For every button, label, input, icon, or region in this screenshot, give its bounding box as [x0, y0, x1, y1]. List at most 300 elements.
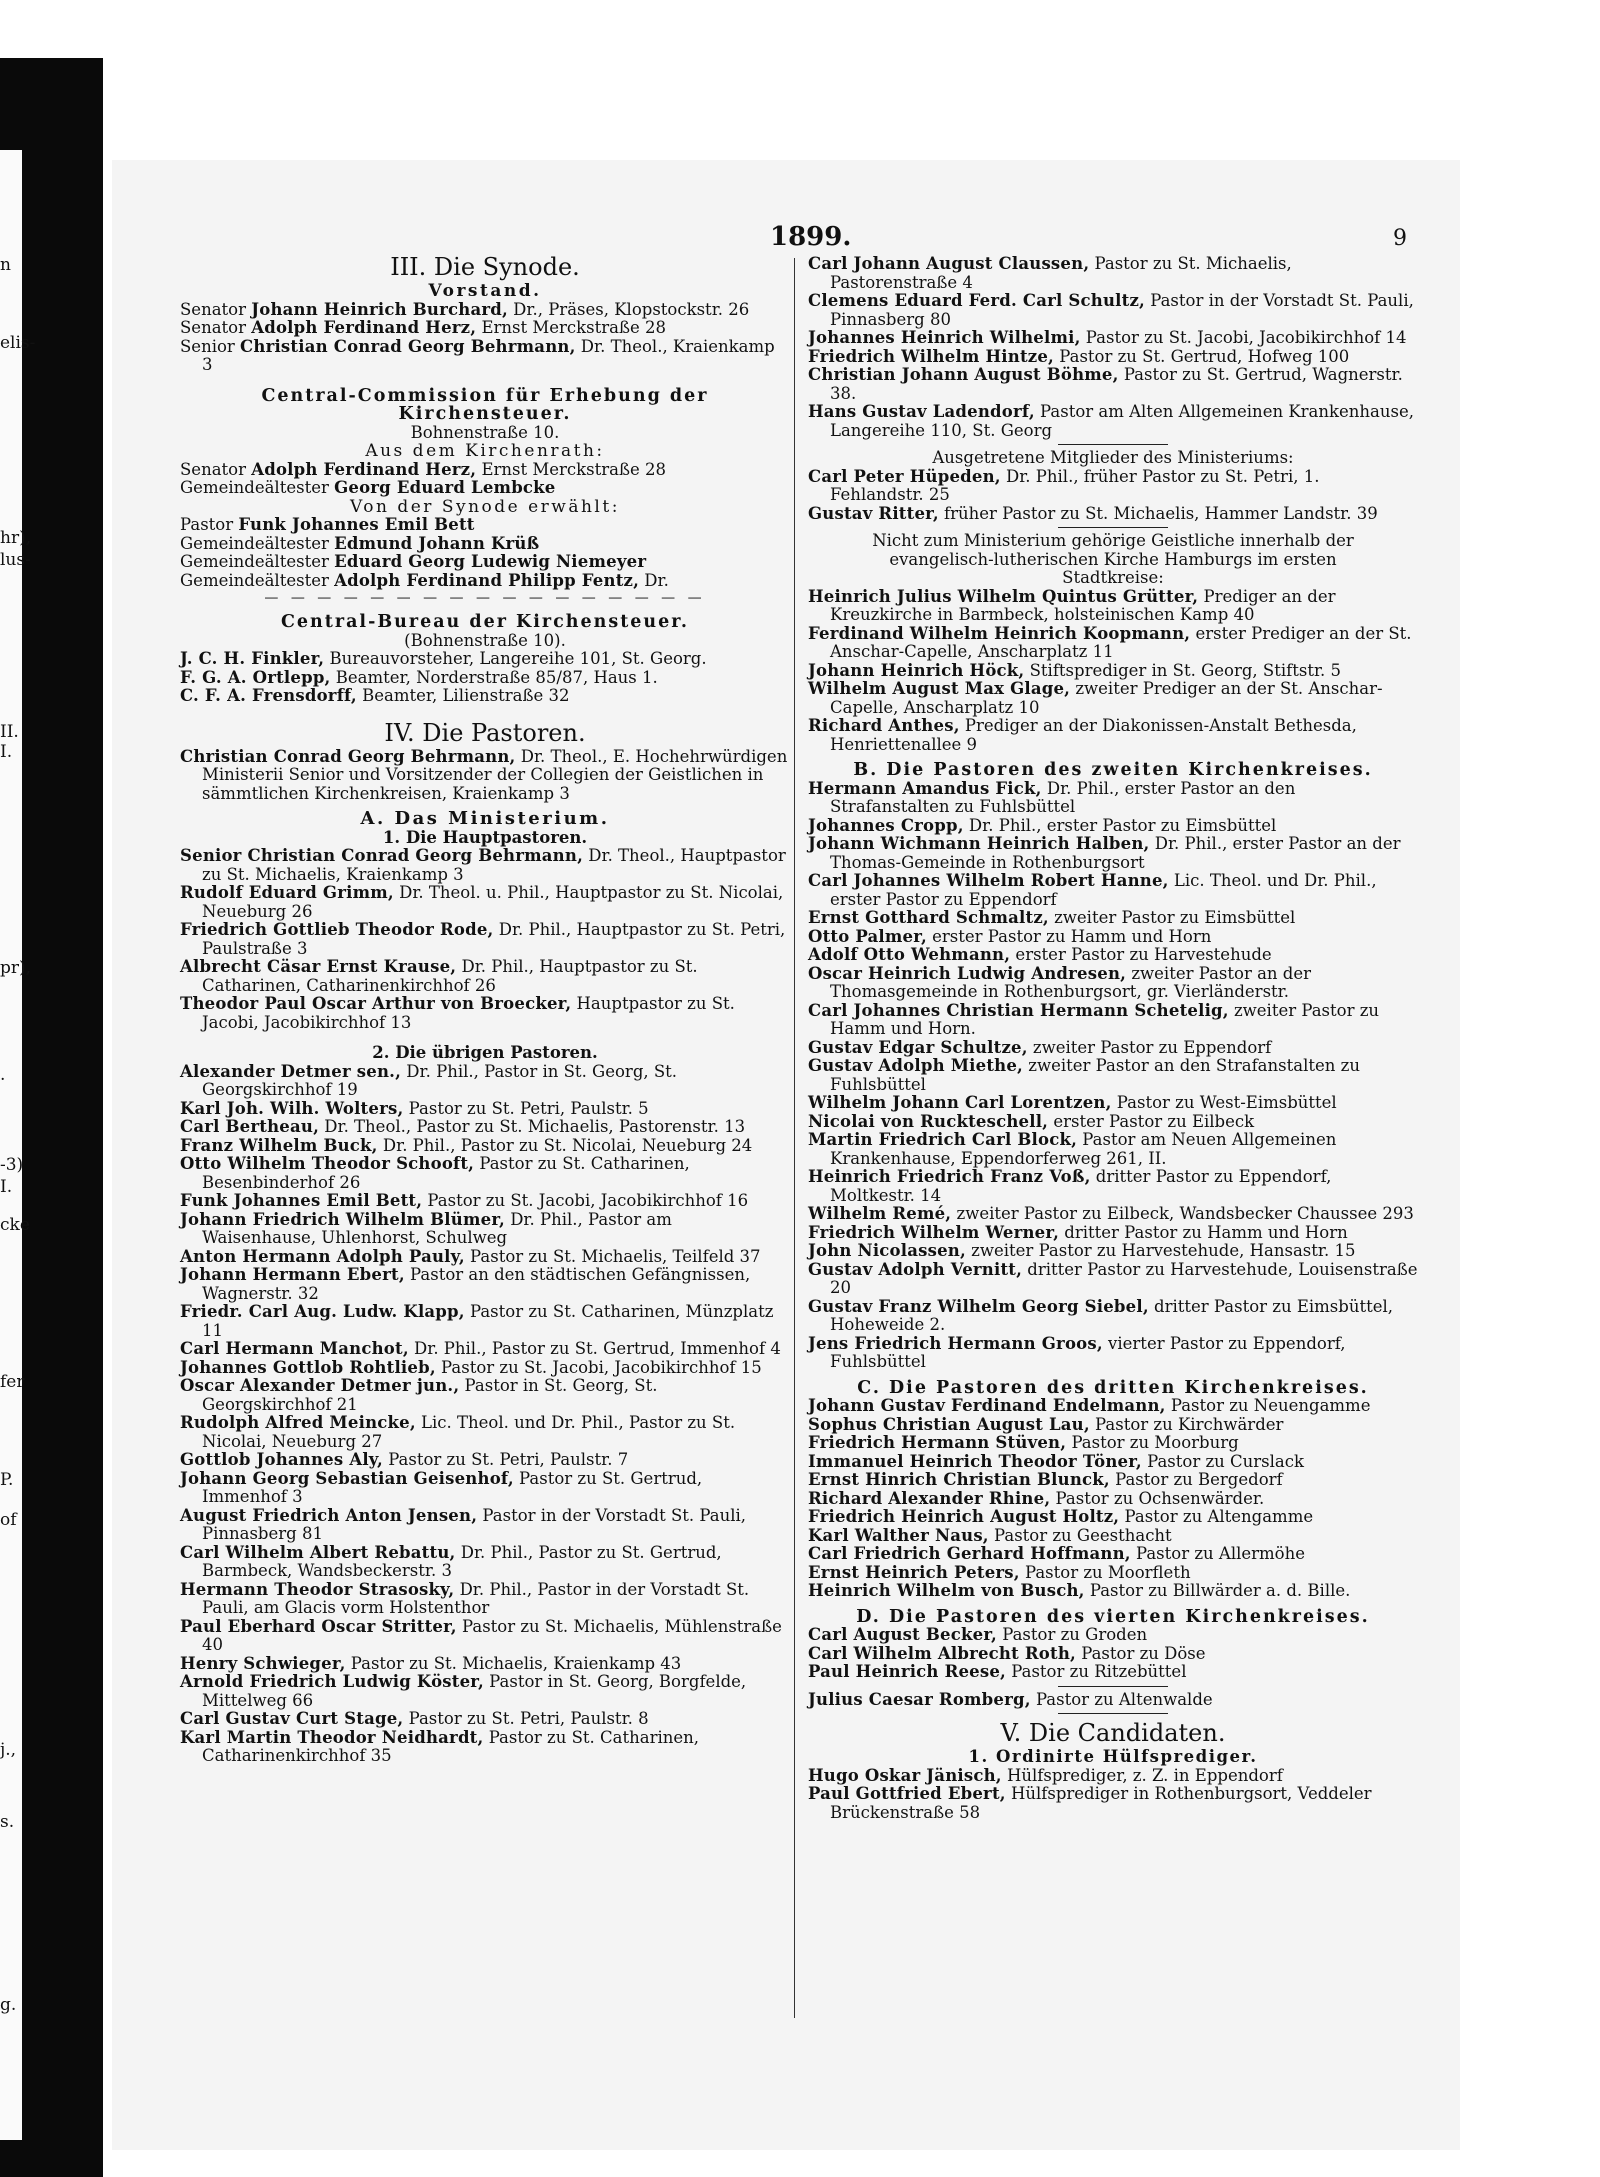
entry-name: Senior Christian Conrad Georg Behrmann,	[180, 846, 584, 865]
vorstand-list	[180, 301, 790, 375]
ministerium-heading: A. Das Ministerium.	[360, 808, 610, 829]
entry-name: Adolph Ferdinand Herz,	[251, 318, 477, 337]
entry	[808, 1205, 1418, 1224]
entry-name: Wilhelm August Max Glage,	[808, 679, 1071, 698]
entry-details: Pastor zu Moorburg	[1066, 1433, 1239, 1452]
entry	[808, 348, 1418, 367]
rule	[1058, 1713, 1168, 1714]
entry	[180, 1729, 790, 1766]
entry-details: Pastor zu West-Eimsbüttel	[1111, 1093, 1337, 1112]
entry-name: Friedrich Wilhelm Werner,	[808, 1222, 1060, 1242]
entry-name: Friedrich Heinrich August Holtz,	[808, 1507, 1120, 1526]
entry-details: erster Prediger an der St. Anschar-Capelle, Anscharplatz 11	[830, 623, 1412, 661]
left-edge-fragment: .	[0, 1065, 6, 1085]
entry	[808, 1767, 1418, 1786]
synode-members-list	[180, 516, 790, 590]
entry-name: Franz Wilhelm Buck,	[180, 1135, 378, 1155]
left-edge-fragment: elis-	[0, 333, 36, 353]
entry-name: Albrecht Cäsar Ernst Krause,	[180, 957, 457, 976]
entry-details: Hauptpastor zu St. Jacobi, Jacobikirchhof 13	[202, 994, 735, 1032]
entry-role: Senator	[180, 318, 252, 337]
entry	[808, 1002, 1418, 1039]
entry-details: Dr. Theol., Hauptpastor zu St. Michaelis, Kraienkamp 3	[202, 846, 786, 884]
entry-details: erster Pastor zu Hamm und Horn	[926, 926, 1212, 946]
left-edge-fragment: pr),	[0, 958, 32, 978]
entry	[180, 995, 790, 1032]
entry-details: Ernst Merckstraße 28	[476, 318, 666, 337]
entry	[180, 1581, 790, 1618]
entry	[808, 1224, 1418, 1243]
entry-name: Carl Gustav Curt Stage,	[180, 1709, 404, 1728]
b-heading: B. Die Pastoren des zweiten Kirchenkreises.	[853, 760, 1373, 780]
entry-details: Pastor zu St. Michaelis, Teilfeld 37	[464, 1246, 761, 1266]
commission-heading: Central-Commission für Erhebung der Kirchensteuer.	[261, 385, 709, 424]
entry-name: C. F. A. Frensdorff,	[180, 686, 357, 705]
entry-details: zweiter Pastor an der Thomasgemeinde in Rothenburgsort, gr. Vierländerstr.	[830, 963, 1312, 1001]
entry-name: Funk Johannes Emil Bett,	[180, 1191, 423, 1210]
ordinirte-heading: 1. Ordinirte Hülfsprediger.	[968, 1747, 1258, 1766]
entry	[180, 1063, 790, 1100]
continued-pastoren-list	[808, 255, 1418, 440]
entry-details: Pastor zu St. Petri, Paulstr. 5	[403, 1098, 649, 1118]
entry	[808, 1057, 1418, 1094]
entry-details: erster Pastor zu Harvestehude	[1010, 945, 1272, 964]
kirchenrath-heading: Aus dem Kirchenrath:	[365, 441, 605, 461]
entry-role: Senator	[180, 459, 252, 479]
column-divider	[794, 258, 795, 2018]
entry-details: zweiter Pastor zu Eimsbüttel	[1048, 908, 1296, 927]
commission-address: Bohnenstraße 10.	[410, 422, 560, 442]
rule	[1058, 527, 1168, 528]
entry-details: Dr. Phil., Hauptpastor zu St. Catharinen, Catharinenkirchhof 26	[202, 957, 698, 995]
entry-name: Carl Hermann Manchot,	[180, 1339, 409, 1358]
entry-details: Ernst Merckstraße 28	[476, 459, 666, 479]
entry-details: Pastor zu St. Michaelis, Kraienkamp 43	[345, 1653, 682, 1673]
entry-name: Hans Gustav Ladendorf,	[808, 402, 1035, 421]
entry-name: Immanuel Heinrich Theodor Töner,	[808, 1451, 1142, 1471]
entry-details: Hülfsprediger, z. Z. in Eppendorf	[1001, 1765, 1283, 1785]
bureau-heading: Central-Bureau der Kirchensteuer.	[281, 612, 689, 632]
entry-name: Gottlob Johannes Aly,	[180, 1450, 383, 1469]
entry-name: Funk Johannes Emil Bett	[238, 515, 475, 534]
entry-details: Lic. Theol. und Dr. Phil., erster Pastor zu Eppendorf	[830, 871, 1377, 909]
entry-name: Karl Walther Naus,	[808, 1525, 989, 1545]
entry-name: Richard Anthes,	[808, 716, 960, 735]
entry-details: Dr. Theol. u. Phil., Hauptpastor zu St. Nicolai, Neueburg 26	[202, 883, 784, 921]
previous-page-edge	[0, 150, 36, 2140]
entry-details: zweiter Pastor an den Strafanstalten zu Fuhlsbüttel	[830, 1056, 1360, 1094]
entry	[808, 1453, 1418, 1472]
d-heading: D. Die Pastoren des vierten Kirchenkreises.	[856, 1606, 1370, 1627]
entry-details: Dr. Theol., Kraienkamp 3	[202, 336, 775, 374]
entry-name: Alexander Detmer sen.,	[180, 1061, 402, 1081]
entry-name: Wilhelm Remé,	[808, 1204, 952, 1223]
entry-name: Friedrich Wilhelm Hintze,	[808, 346, 1054, 366]
entry-name: Friedrich Hermann Stüven,	[808, 1433, 1067, 1452]
entry	[808, 1582, 1418, 1601]
entry-name: Henry Schwieger,	[180, 1653, 346, 1673]
entry	[808, 1335, 1418, 1372]
entry	[180, 1414, 790, 1451]
entry-details: Pastor zu Allermöhe	[1130, 1544, 1305, 1563]
entry-details: Pastor zu Groden	[996, 1625, 1148, 1644]
left-edge-fragment: P.	[0, 1470, 14, 1490]
entry-name: Karl Martin Theodor Neidhardt,	[180, 1727, 484, 1747]
entry-name: Johann Georg Sebastian Geisenhof,	[180, 1468, 514, 1488]
entry-name: Paul Heinrich Reese,	[808, 1662, 1007, 1681]
entry	[180, 338, 790, 375]
entry	[808, 625, 1418, 662]
entry-details: Pastor zu Bergedorf	[1109, 1470, 1283, 1489]
entry	[808, 1663, 1418, 1682]
entry	[808, 1039, 1418, 1058]
entry-details: Dr. Phil., Pastor zu St. Gertrud, Barmbeck, Wandsbeckerstr. 3	[202, 1542, 722, 1580]
entry-name: Hermann Amandus Fick,	[808, 778, 1042, 798]
entry	[180, 1451, 790, 1470]
entry-details: dritter Pastor zu Harvestehude, Louisenstraße 20	[830, 1259, 1418, 1297]
entry	[808, 780, 1418, 817]
entry-details: Dr. Phil., Pastor am Waisenhause, Uhlenhorst, Schulweg	[202, 1209, 672, 1247]
entry	[180, 1544, 790, 1581]
entry-details: erster Pastor zu Eilbeck	[1048, 1111, 1255, 1131]
entry-name: Heinrich Julius Wilhelm Quintus Grütter,	[808, 586, 1199, 606]
entry	[808, 1397, 1418, 1416]
entry-name: Friedr. Carl Aug. Ludw. Klapp,	[180, 1302, 465, 1321]
entry-role: Gemeindeältester	[180, 570, 335, 590]
entry-details: Pastor zu St. Gertrud, Hofweg 100	[1054, 346, 1350, 366]
entry	[180, 1655, 790, 1674]
left-column	[180, 252, 790, 1766]
entry	[180, 1266, 790, 1303]
entry-name: Carl Wilhelm Albrecht Roth,	[808, 1643, 1076, 1663]
entry	[180, 1248, 790, 1267]
entry-name: Oscar Heinrich Ludwig Andresen,	[808, 963, 1127, 983]
entry-name: Adolph Ferdinand Herz,	[251, 459, 477, 479]
entry-name: Jens Friedrich Hermann Groos,	[808, 1333, 1103, 1353]
entry-details: Pastor zu Neuengamme	[1165, 1396, 1371, 1415]
entry-details: Dr. Phil., Pastor zu St. Nicolai, Neueburg 24	[377, 1135, 753, 1155]
entry-details: Pastor zu Geesthacht	[988, 1525, 1172, 1545]
entry	[180, 650, 790, 669]
entry	[180, 1377, 790, 1414]
entry-details: Pastor an den städtischen Gefängnissen, Wagnerstr. 32	[202, 1265, 751, 1303]
b-pastoren-list	[808, 780, 1418, 1372]
left-edge-fragment: I.	[0, 1177, 13, 1197]
entry-details: Pastor zu Altenwalde	[1030, 1689, 1213, 1709]
entry-name: Oscar Alexander Detmer jun.,	[180, 1376, 460, 1395]
entry-details: Dr. Phil., erster Pastor zu Eimsbüttel	[963, 815, 1277, 835]
entry-name: Carl Friedrich Gerhard Hoffmann,	[808, 1544, 1131, 1563]
entry-name: Paul Eberhard Oscar Stritter,	[180, 1616, 457, 1636]
entry	[180, 687, 790, 706]
synode-heading: Von der Synode erwählt:	[350, 496, 620, 517]
right-column	[808, 255, 1418, 1822]
entry	[808, 928, 1418, 947]
entry-name: Rudolf Eduard Grimm,	[180, 883, 394, 902]
entry-name: Ernst Heinrich Peters,	[808, 1562, 1020, 1582]
entry	[808, 717, 1418, 754]
entry	[808, 1508, 1418, 1527]
entry-name: Hermann Theodor Strasosky,	[180, 1579, 455, 1599]
entry	[808, 835, 1418, 872]
entry-details: Pastor am Neuen Allgemeinen Krankenhause, Eppendorferweg 261, II.	[830, 1130, 1337, 1168]
entry-details: Pastor zu Kirchwärder	[1089, 1414, 1284, 1434]
entry-details: Pastor zu St. Michaelis, Pastorenstraße 4	[830, 254, 1292, 292]
entry	[808, 1168, 1418, 1205]
hauptpastoren-heading: 1. Die Hauptpastoren.	[382, 827, 588, 847]
entry-details: Pastor zu St. Michaelis, Mühlenstraße 40	[202, 1616, 782, 1654]
entry-details: Pastor zu Billwärder a. d. Bille.	[1084, 1581, 1351, 1600]
entry	[808, 909, 1418, 928]
entry	[808, 680, 1418, 717]
entry	[180, 958, 790, 995]
kirchenrath-list	[180, 461, 790, 498]
entry	[180, 748, 790, 804]
entry-role: Senior	[180, 336, 241, 356]
entry-details: zweiter Pastor zu Hamm und Horn.	[830, 1000, 1380, 1038]
entry-details: Pastor am Alten Allgemeinen Krankenhause, Langereihe 110, St. Georg	[830, 402, 1414, 440]
entry-details: Pastor zu St. Petri, Paulstr. 8	[403, 1709, 649, 1728]
entry-name: Nicolai von Ruckteschell,	[808, 1111, 1049, 1131]
entry-name: Johann Gustav Ferdinand Endelmann,	[808, 1396, 1166, 1415]
entry	[808, 1242, 1418, 1261]
entry-details: Dr., Präses, Klopstockstr. 26	[507, 299, 750, 319]
entry	[180, 884, 790, 921]
entry-details: Pastor zu Ritzebüttel	[1006, 1662, 1187, 1681]
entry	[180, 1118, 790, 1137]
candidaten-title: V. Die Candidaten.	[1000, 1719, 1226, 1747]
entry	[180, 669, 790, 688]
entry-details: vierter Pastor zu Eppendorf, Fuhlsbüttel	[830, 1333, 1346, 1371]
entry-details: Pastor zu St. Jacobi, Jacobikirchhof 14	[1080, 328, 1407, 347]
c-pastoren-list	[808, 1397, 1418, 1601]
entry	[180, 1211, 790, 1248]
entry-details: Pastor in der Vorstadt St. Pauli, Pinnasberg 80	[830, 291, 1414, 329]
synode-title: III. Die Synode.	[390, 253, 580, 281]
entry-name: Carl Wilhelm Albert Rebattu,	[180, 1542, 456, 1562]
nicht-ministerium-list	[808, 588, 1418, 755]
entry-details: Dr. Phil., erster Pastor an der Thomas-Gemeinde in Rothenburgsort	[830, 834, 1401, 872]
entry	[180, 1155, 790, 1192]
entry-name: Carl Bertheau,	[180, 1117, 320, 1136]
entry	[808, 965, 1418, 1002]
left-edge-fragment: -3)	[0, 1155, 24, 1175]
entry	[808, 1527, 1418, 1546]
entry-name: Edmund Johann Krüß	[334, 533, 540, 553]
entry	[808, 403, 1418, 440]
entry-name: Johann Hermann Ebert,	[180, 1265, 405, 1284]
entry-name: Hugo Oskar Jänisch,	[808, 1765, 1002, 1785]
rule	[1058, 1686, 1168, 1687]
entry-details: Dr. Phil., Pastor zu St. Gertrud, Immenhof 4	[408, 1339, 781, 1358]
entry-details: Bureauvorsteher, Langereihe 101, St. Georg.	[324, 649, 707, 668]
entry-role: Gemeindeältester	[180, 552, 335, 571]
entry-name: Heinrich Wilhelm von Busch,	[808, 1581, 1085, 1600]
entry-name: Johannes Cropp,	[808, 815, 964, 835]
entry-details: dritter Pastor zu Eppendorf, Moltkestr. 14	[830, 1167, 1332, 1205]
entry	[808, 817, 1418, 836]
entry-name: Arnold Friedrich Ludwig Köster,	[180, 1672, 484, 1691]
entry-name: Richard Alexander Rhine,	[808, 1488, 1051, 1508]
ausgetretene-list	[808, 468, 1418, 524]
entry-name: F. G. A. Ortlepp,	[180, 667, 331, 687]
left-edge-fragment: II.	[0, 722, 19, 742]
entry-details: Beamter, Lilienstraße 32	[356, 686, 570, 705]
left-edge-fragment: cke	[0, 1215, 30, 1235]
entry-details: früher Pastor zu St. Michaelis, Hammer Landstr. 39	[938, 503, 1378, 523]
entry-role: Pastor	[180, 515, 239, 534]
entry-name: Wilhelm Johann Carl Lorentzen,	[808, 1093, 1112, 1112]
entry-details: Dr. Phil., Hauptpastor zu St. Petri, Paulstraße 3	[202, 920, 786, 958]
entry-details: zweiter Pastor zu Eppendorf	[1027, 1037, 1272, 1057]
entry	[808, 662, 1418, 681]
entry	[808, 1626, 1418, 1645]
entry	[808, 1113, 1418, 1132]
entry-details: Dr. Phil., Pastor in St. Georg, St. Georgskirchhof 19	[202, 1061, 678, 1099]
entry	[180, 1673, 790, 1710]
entry-details: Pastor zu Döse	[1075, 1643, 1206, 1663]
pastoren-intro	[180, 748, 790, 804]
entry	[180, 1100, 790, 1119]
entry	[180, 461, 790, 480]
entry-name: Carl Peter Hüpeden,	[808, 466, 1001, 486]
entry-details: zweiter Pastor zu Eilbeck, Wandsbecker Chaussee 293	[951, 1204, 1414, 1223]
entry-details: Prediger an der Diakonissen-Anstalt Bethesda, Henriettenallee 9	[830, 716, 1357, 754]
dash-separator: — — — — — — — — — — — — — — — — —	[264, 590, 706, 606]
entry	[808, 1691, 1418, 1710]
left-edge-fragment: I.	[0, 742, 13, 762]
entry-details: Pastor zu St. Jacobi, Jacobikirchhof 16	[422, 1191, 749, 1210]
page-number: 9	[1393, 226, 1407, 251]
entry-name: Johannes Heinrich Wilhelmi,	[808, 328, 1081, 347]
entry	[180, 301, 790, 320]
ordinirte-list	[808, 1767, 1418, 1823]
left-edge-fragment: fer	[0, 1372, 25, 1392]
entry	[808, 1261, 1418, 1298]
entry-name: Carl August Becker,	[808, 1625, 997, 1644]
entry-details: Lic. Theol. und Dr. Phil., Pastor zu St. Nicolai, Neueburg 27	[202, 1413, 736, 1451]
entry-name: Julius Caesar Romberg,	[808, 1689, 1031, 1709]
entry	[808, 872, 1418, 909]
entry	[180, 1710, 790, 1729]
entry	[180, 1192, 790, 1211]
entry-details: Pastor zu St. Petri, Paulstr. 7	[382, 1450, 629, 1469]
entry-name: Carl Johannes Wilhelm Robert Hanne,	[808, 871, 1169, 890]
entry	[180, 1303, 790, 1340]
entry	[808, 292, 1418, 329]
entry	[180, 1340, 790, 1359]
entry-name: Ernst Hinrich Christian Blunck,	[808, 1470, 1110, 1489]
entry-details: Dr. Phil., früher Pastor zu St. Petri, 1. Fehlandstr. 25	[830, 466, 1320, 504]
entry-name: J. C. H. Finkler,	[180, 649, 325, 668]
entry-name: Gustav Ritter,	[808, 503, 939, 523]
entry	[808, 1298, 1418, 1335]
left-edge-fragment: of	[0, 1510, 17, 1530]
entry-name: John Nicolassen,	[808, 1241, 966, 1260]
entry-name: Carl Johann August Claussen,	[808, 254, 1090, 273]
vorstand-heading: Vorstand.	[428, 281, 542, 301]
entry	[808, 1471, 1418, 1490]
left-edge-fragment: lus-	[0, 550, 31, 570]
left-edge-fragment: g.	[0, 1995, 17, 2015]
entry	[808, 1131, 1418, 1168]
entry	[808, 588, 1418, 625]
entry	[180, 1470, 790, 1507]
entry-name: Paul Gottfried Ebert,	[808, 1784, 1006, 1803]
entry-name: Theodor Paul Oscar Arthur von Broecker,	[180, 994, 572, 1013]
entry-details: Pastor zu Moorfleth	[1019, 1562, 1191, 1582]
entry	[808, 468, 1418, 505]
entry-details: dritter Pastor zu Hamm und Horn	[1059, 1222, 1348, 1242]
entry	[180, 535, 790, 554]
entry-name: Anton Hermann Adolph Pauly,	[180, 1246, 465, 1266]
entry	[180, 1137, 790, 1156]
d-pastoren-list	[808, 1626, 1418, 1682]
entry-details: Pastor zu St. Gertrud, Wagnerstr. 38.	[830, 365, 1403, 403]
entry-name: Georg Eduard Lembcke	[334, 478, 556, 497]
uebrige-pastoren-list	[180, 1063, 790, 1766]
bureau-address: (Bohnenstraße 10).	[404, 630, 566, 650]
page-year: 1899.	[770, 222, 852, 252]
entry-name: Otto Palmer,	[808, 926, 927, 946]
entry-name: Rudolph Alfred Meincke,	[180, 1413, 416, 1432]
entry	[808, 1434, 1418, 1453]
entry	[808, 505, 1418, 524]
entry-details: Pastor in St. Georg, Borgfelde, Mittelweg 66	[202, 1672, 747, 1710]
entry	[808, 946, 1418, 965]
entry-name: Sophus Christian August Lau,	[808, 1414, 1090, 1434]
bureau-list	[180, 650, 790, 706]
entry-details: Dr. Theol., Pastor zu St. Michaelis, Pastorenstr. 13	[319, 1117, 746, 1136]
entry-role: Gemeindeältester	[180, 533, 335, 553]
entry-name: Christian Conrad Georg Behrmann,	[180, 746, 516, 766]
entry-name: Adolph Ferdinand Philipp Fentz,	[334, 570, 640, 590]
entry-name: Otto Wilhelm Theodor Schooft,	[180, 1154, 475, 1173]
entry	[180, 319, 790, 338]
entry-details: dritter Pastor zu Eimsbüttel, Hoheweide 2.	[830, 1296, 1394, 1334]
entry-name: Gustav Franz Wilhelm Georg Siebel,	[808, 1296, 1149, 1316]
entry-details: Pastor zu Altengamme	[1119, 1507, 1314, 1526]
entry-details: Dr.	[639, 570, 669, 590]
entry	[180, 553, 790, 572]
entry	[808, 1545, 1418, 1564]
entry-name: Gustav Edgar Schultze,	[808, 1037, 1028, 1057]
entry	[180, 1507, 790, 1544]
entry-name: Johannes Gottlob Rohtlieb,	[180, 1357, 436, 1377]
entry-details: Hülfsprediger in Rothenburgsort, Veddeler Brückenstraße 58	[830, 1784, 1372, 1822]
entry	[808, 329, 1418, 348]
entry-details: Prediger an der Kreuzkirche in Barmbeck, holsteinischen Kamp 40	[830, 586, 1336, 624]
entry-name: Adolf Otto Wehmann,	[808, 945, 1011, 964]
c-heading: C. Die Pastoren des dritten Kirchenkreises.	[857, 1377, 1369, 1398]
entry-details: Beamter, Norderstraße 85/87, Haus 1.	[330, 667, 658, 687]
entry-name: Johann Wichmann Heinrich Halben,	[808, 834, 1150, 853]
entry	[180, 1618, 790, 1655]
entry-name: Johann Heinrich Höck,	[808, 660, 1025, 680]
entry-name: Heinrich Friedrich Franz Voß,	[808, 1167, 1091, 1186]
entry-name: Carl Johannes Christian Hermann Schetelig,	[808, 1000, 1229, 1020]
nicht-heading: Nicht zum Ministerium gehörige Geistliche innerhalb der evangelisch-lutherischen Kirche Hamburgs im ersten Stadtkreise:	[872, 531, 1354, 587]
entry	[180, 921, 790, 958]
entry-details: Pastor zu St. Catharinen, Catharinenkirchhof 35	[202, 1727, 700, 1765]
entry-name: Karl Joh. Wilh. Wolters,	[180, 1098, 404, 1118]
entry	[808, 1645, 1418, 1664]
ausgetretene-heading: Ausgetretene Mitglieder des Ministeriums:	[932, 448, 1294, 467]
entry-details: Stiftsprediger in St. Georg, Stiftstr. 5	[1024, 660, 1342, 680]
entry-details: Pastor in St. Georg, St. Georgskirchhof 21	[202, 1376, 658, 1414]
pastoren-title: IV. Die Pastoren.	[384, 718, 586, 747]
entry-role: Gemeindeältester	[180, 478, 335, 497]
